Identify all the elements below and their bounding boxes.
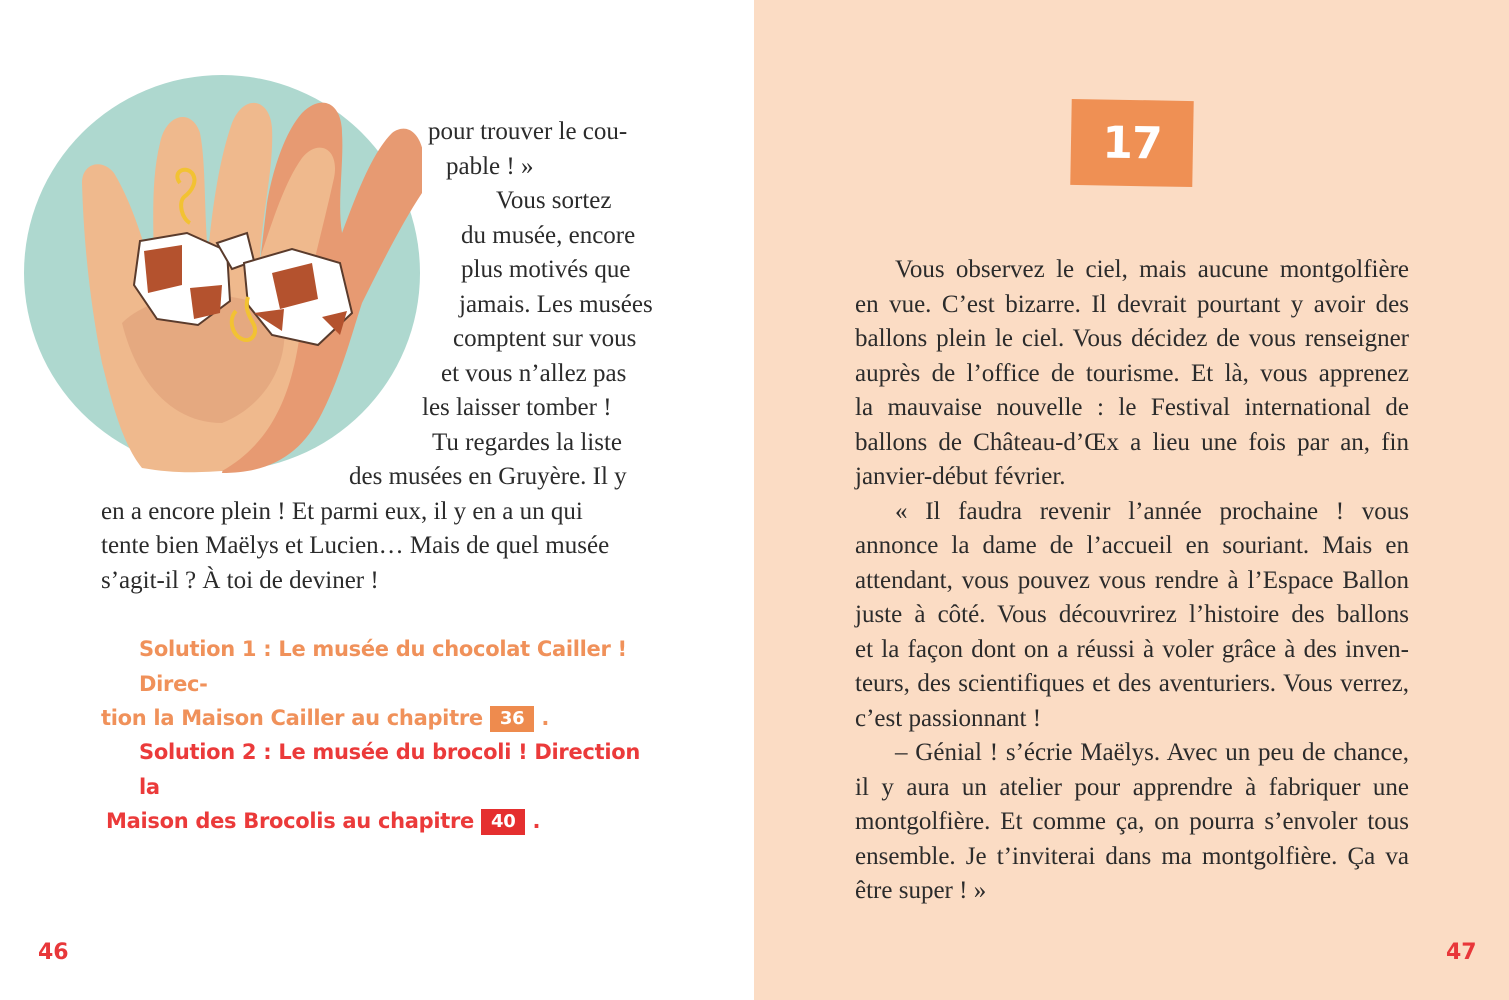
text-line: ballons de Château-d’Œx a lieu une fois par an, fin: [855, 428, 1409, 456]
text-line: les laisser tomber !: [422, 394, 612, 421]
text-line: jamais. Les musées: [459, 290, 653, 318]
chapter-40-link[interactable]: 40: [481, 809, 525, 835]
right-page: [754, 0, 1509, 1000]
text-line: et la façon dont on a réussi à voler grâce à des inven-: [855, 635, 1409, 663]
text-line: attendant, vous pouvez vous rendre à l’Espace Ballon: [855, 566, 1409, 594]
text-line: ensemble. Je t’inviterai dans ma montgolfière. Ça va: [855, 842, 1409, 870]
solution-1-period: .: [541, 706, 549, 730]
text-line: plus motivés que: [461, 256, 631, 283]
solution-2-line-1: Solution 2 : Le musée du brocoli ! Direction la: [139, 740, 640, 799]
solution-2-text: Maison des Brocolis au chapitre: [106, 809, 474, 833]
solution-2-period: .: [532, 809, 541, 833]
text-line: annonce la dame de l’accueil en souriant. Mais en: [855, 532, 1409, 559]
text-line: s’agit-il ? À toi de deviner !: [101, 566, 379, 594]
solution-2-line-2: [101, 804, 653, 839]
text-line: pour trouver le cou-: [428, 118, 628, 145]
text-line: janvier-début février.: [855, 463, 1066, 490]
text-line: « Il faudra revenir l’année prochaine ! vous: [895, 497, 1409, 525]
solution-2[interactable]: [101, 735, 653, 839]
text-line: en vue. C’est bizarre. Il devrait pourtant y avoir des: [855, 290, 1409, 318]
page-number-right: 47: [1446, 940, 1477, 965]
text-line: pable ! »: [446, 152, 534, 180]
text-line: la mauvaise nouvelle : le Festival international de: [855, 394, 1409, 421]
text-line: ballons plein le ciel. Vous décidez de vous renseigner: [855, 325, 1409, 352]
text-line: teurs, des scientifiques et des aventuriers. Vous verrez,: [855, 670, 1409, 697]
solution-1-line-1: Solution 1 : Le musée du chocolat Cailler ! Direc-: [139, 637, 627, 696]
text-line: Vous sortez: [496, 187, 612, 214]
left-page: [0, 0, 754, 1000]
text-line: – Génial ! s’écrie Maëlys. Avec un peu de chance,: [895, 739, 1409, 766]
text-line: comptent sur vous: [453, 325, 637, 352]
text-line: Tu regardes la liste: [432, 428, 623, 456]
text-line: en a encore plein ! Et parmi eux, il y en a un qui: [101, 497, 583, 525]
hands-illustration: [22, 73, 422, 473]
text-line: c’est passionnant !: [855, 704, 1042, 732]
text-line: tente bien Maëlys et Lucien… Mais de quel musée: [101, 532, 610, 559]
solution-1-text: tion la Maison Cailler au chapitre: [101, 706, 483, 730]
solution-1[interactable]: [101, 632, 653, 736]
text-line: auprès de l’office de tourisme. Et là, vous apprenez: [855, 359, 1409, 387]
text-line: montgolfière. Et comme ça, on pourra s’envoler tous: [855, 808, 1409, 835]
solution-1-line-2: [101, 701, 653, 736]
text-line: il y aura un atelier pour apprendre à fabriquer une: [855, 773, 1409, 801]
text-line: être super ! »: [855, 877, 987, 904]
chapter-number: 17: [1101, 116, 1163, 170]
text-line: juste à côté. Vous découvrirez l’histoire des ballons: [855, 601, 1409, 628]
text-line: des musées en Gruyère. Il y: [349, 463, 627, 490]
chapter-36-link[interactable]: 36: [490, 706, 534, 732]
text-line: et vous n’allez pas: [441, 359, 627, 387]
chapter-number-box: [1070, 99, 1193, 187]
text-line: du musée, encore: [461, 221, 636, 249]
page-number-left: 46: [38, 940, 69, 965]
text-line: Vous observez le ciel, mais aucune montgolfière: [895, 256, 1409, 283]
